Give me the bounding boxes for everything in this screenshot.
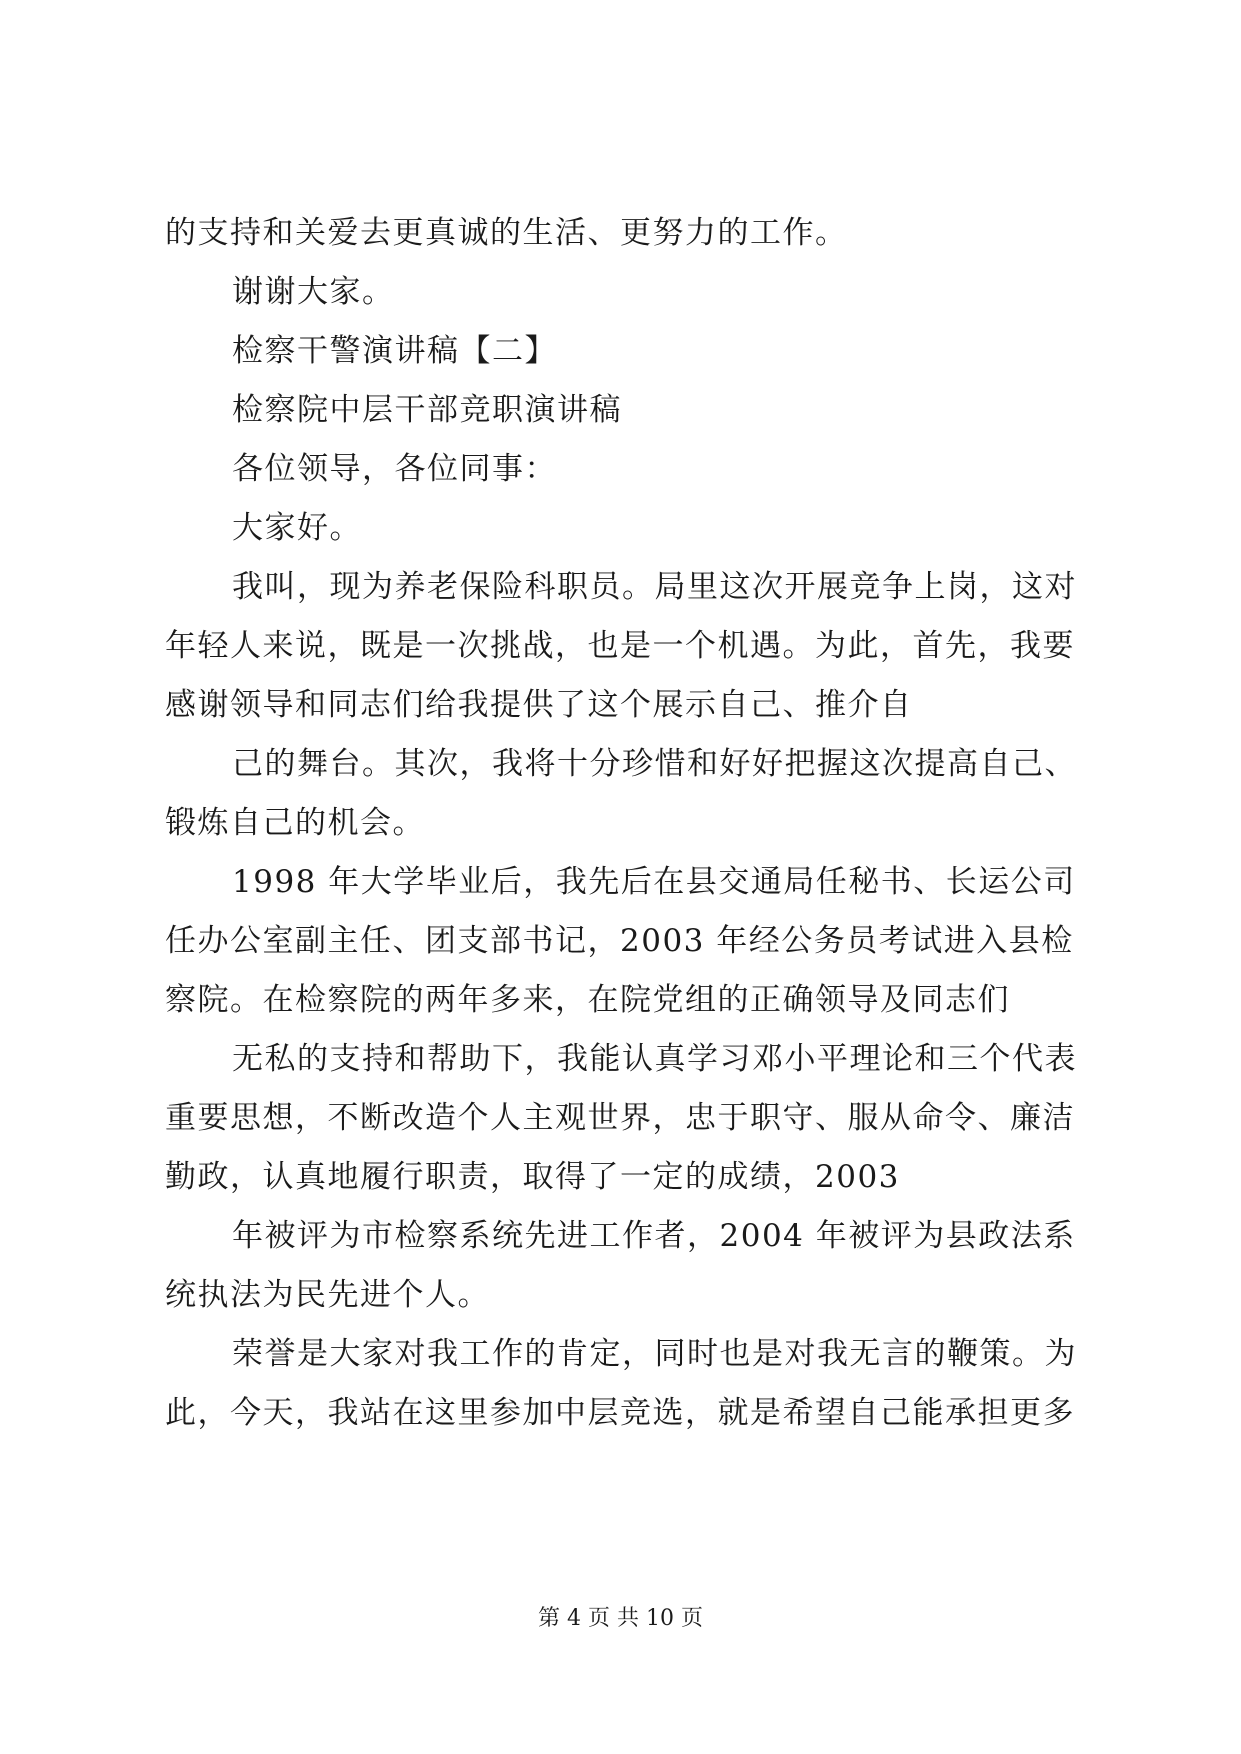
body-line: 的支持和关爱去更真诚的生活、更努力的工作。: [165, 215, 848, 251]
body-line: 统执法为民先进个人。: [165, 1277, 490, 1313]
body-line: 勤政，认真地履行职责，取得了一定的成绩，2003: [165, 1159, 900, 1195]
body-line: 无私的支持和帮助下，我能认真学习邓小平理论和三个代表: [232, 1041, 1077, 1077]
body-line: 年轻人来说，既是一次挑战，也是一个机遇。为此，首先，我要: [165, 628, 1075, 664]
body-line: 察院。在检察院的两年多来，在院党组的正确领导及同志们: [165, 982, 1010, 1018]
section-heading: 检察干警演讲稿【二】: [232, 333, 557, 369]
greeting: 大家好。: [232, 510, 362, 546]
body-line: 年被评为市检察系统先进工作者，2004 年被评为县政法系: [232, 1218, 1076, 1254]
body-line: 己的舞台。其次，我将十分珍惜和好好把握这次提高自己、: [232, 746, 1077, 782]
body-line: 锻炼自己的机会。: [165, 805, 425, 841]
speech-title: 检察院中层干部竞职演讲稿: [232, 392, 622, 428]
salutation: 各位领导，各位同事：: [232, 451, 557, 487]
body-line: 任办公室副主任、团支部书记，2003 年经公务员考试进入县检: [165, 923, 1074, 959]
body-line: 此，今天，我站在这里参加中层竞选，就是希望自己能承担更多: [165, 1395, 1075, 1431]
body-line: 1998 年大学毕业后，我先后在县交通局任秘书、长运公司: [232, 864, 1076, 900]
body-line: 感谢领导和同志们给我提供了这个展示自己、推介自: [165, 687, 913, 723]
page-number-footer: 第 4 页 共 10 页: [538, 1606, 703, 1631]
body-line: 荣誉是大家对我工作的肯定，同时也是对我无言的鞭策。为: [232, 1336, 1077, 1372]
body-line: 重要思想，不断改造个人主观世界，忠于职守、服从命令、廉洁: [165, 1100, 1075, 1136]
body-line: 我叫，现为养老保险科职员。局里这次开展竞争上岗，这对: [232, 569, 1077, 605]
body-line: 谢谢大家。: [232, 274, 395, 310]
